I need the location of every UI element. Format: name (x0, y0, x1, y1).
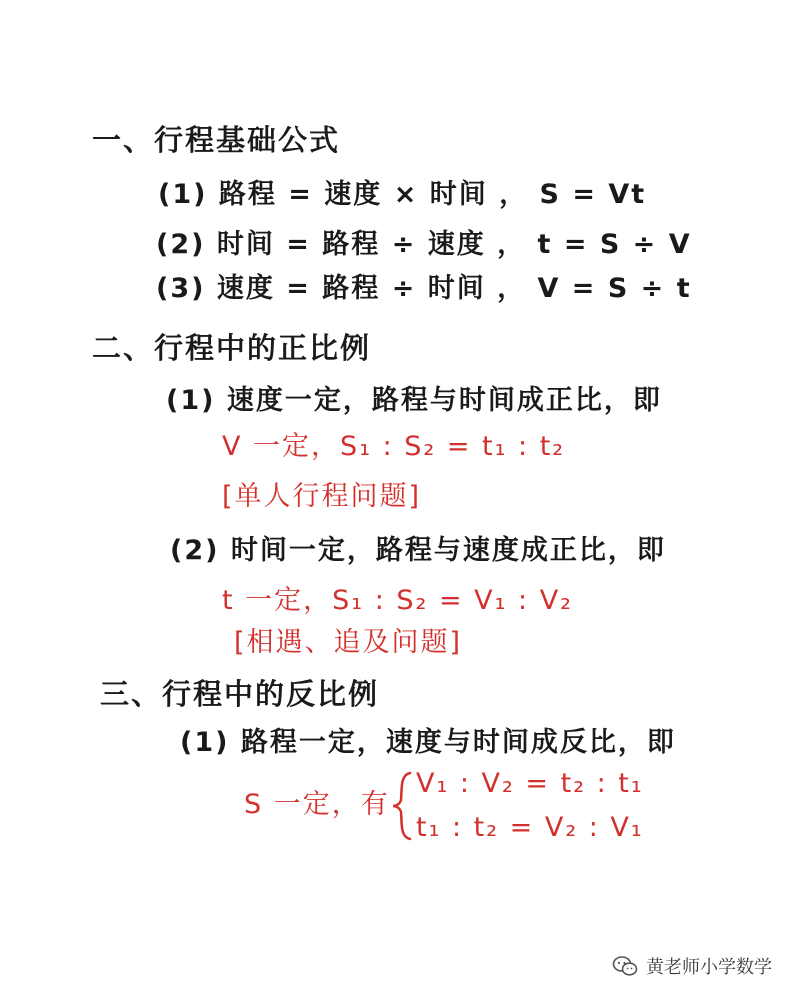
section-3-heading: 三、行程中的反比例 (100, 677, 380, 711)
watermark-text: 黄老师小学数学 (646, 957, 772, 978)
section-2-heading: 二、行程中的正比例 (92, 331, 372, 365)
section-2-item-2-text: (2) 时间一定，路程与速度成正比，即 (170, 535, 666, 566)
wechat-icon (612, 955, 638, 977)
section-3-item-1-text: (1) 路程一定，速度与时间成反比，即 (180, 727, 676, 758)
section-1-item-3: (3) 速度 = 路程 ÷ 时间 ， V = S ÷ t (156, 273, 692, 304)
section-1-item-2: (2) 时间 = 路程 ÷ 速度 ， t = S ÷ V (156, 229, 692, 260)
section-2-item-2-note: [相遇、追及问题] (234, 627, 463, 658)
section-2-item-1-text: (1) 速度一定，路程与时间成正比，即 (166, 385, 662, 416)
watermark (612, 953, 772, 979)
left-brace (390, 770, 414, 842)
section-2-item-1-formula: V 一定，S₁ : S₂ = t₁ : t₂ (222, 431, 566, 462)
section-3-item-1-prefix: S 一定，有 (244, 789, 390, 820)
section-2-item-1-note: [单人行程问题] (222, 481, 422, 512)
section-2-item-2-formula: t 一定，S₁ : S₂ = V₁ : V₂ (222, 585, 573, 616)
section-3-system-line-2: t₁ : t₂ = V₂ : V₁ (416, 812, 644, 843)
section-1-item-1: (1) 路程 = 速度 × 时间 ， S = Vt (158, 179, 647, 210)
section-3-system-line-1: V₁ : V₂ = t₂ : t₁ (416, 768, 644, 799)
section-1-heading: 一、行程基础公式 (92, 123, 341, 157)
